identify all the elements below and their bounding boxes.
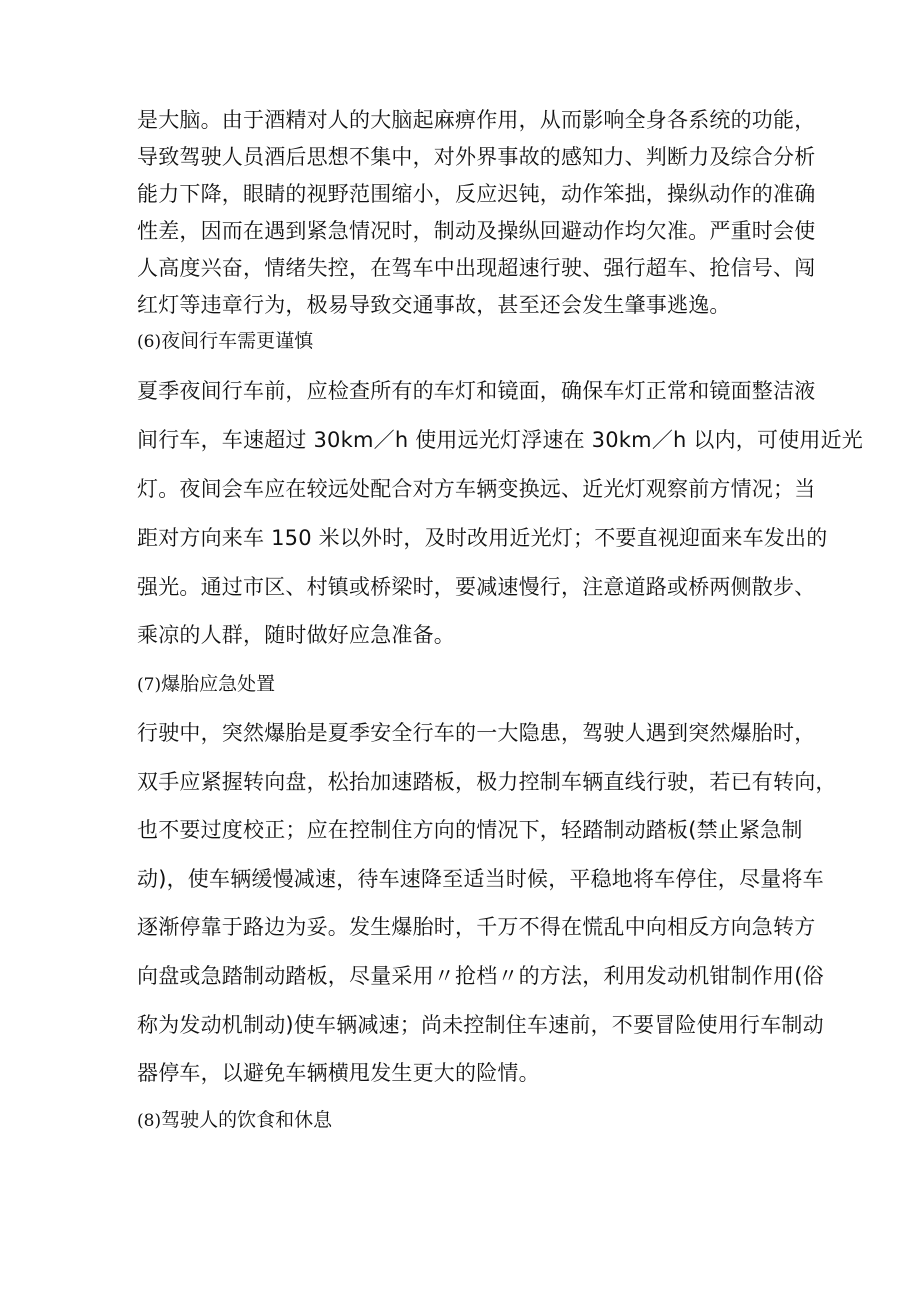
section-heading-7 <box>137 669 807 700</box>
section-heading-6 <box>137 326 807 357</box>
paragraph-line: 动)，使车辆缓慢减速，待车速降至适当时候，平稳地将车停住，尽量将车 <box>137 867 824 891</box>
paragraph-line: 夏季夜间行车前，应检查所有的车灯和镜面，确保车灯正常和镜面整洁液 <box>137 379 816 403</box>
heading-number: (6) <box>137 332 162 352</box>
section-heading-8 <box>137 1105 807 1136</box>
heading-number: (8) <box>137 1111 162 1131</box>
paragraph-line: 是大脑。由于酒精对人的大脑起麻痹作用，从而影响全身各系统的功能， <box>137 108 816 132</box>
paragraph-line: 乘凉的人群，随时做好应急准备。 <box>137 623 455 647</box>
paragraph-line: 也不要过度校正；应在控制住方向的情况下，轻踏制动踏板(禁止紧急制 <box>137 818 803 842</box>
paragraph-line: 向盘或急踏制动踏板，尽量采用〃抢档〃的方法，利用发动机钳制作用(俗 <box>137 964 824 988</box>
heading-number: (7) <box>137 675 162 695</box>
paragraph-line: 性差，因而在遇到紧急情况时，制动及操纵回避动作均欠准。严重时会使 <box>137 219 816 243</box>
paragraph-line: 双手应紧握转向盘，松抬加速踏板，极力控制车辆直线行驶，若已有转向， <box>137 770 837 794</box>
paragraph-line: 称为发动机制动)使车辆减速；尚未控制住车速前，不要冒险使用行车制动 <box>137 1013 824 1037</box>
paragraph-line: 间行车，车速超过 30km／h 使用远光灯浮速在 30km／h 以内，可使用近光 <box>137 428 863 452</box>
paragraph-line: 逐渐停靠于路边为妥。发生爆胎时，千万不得在慌乱中向相反方向急转方 <box>137 915 816 939</box>
heading-text: 驾驶人的饮食和休息 <box>161 1109 333 1131</box>
paragraph-line: 导致驾驶人员酒后思想不集中，对外界事故的感知力、判断力及综合分析 <box>137 145 816 169</box>
paragraph-line: 行驶中，突然爆胎是夏季安全行车的一大隐患，驾驶人遇到突然爆胎时， <box>137 721 816 745</box>
paragraph-line: 能力下降，眼睛的视野范围缩小，反应迟钝，动作笨拙，操纵动作的准确 <box>137 182 816 206</box>
paragraph-line: 器停车，以避免车辆横甩发生更大的险情。 <box>137 1061 540 1085</box>
paragraph-line: 强光。通过市区、村镇或桥梁时，要减速慢行，注意道路或桥两侧散步、 <box>137 575 816 599</box>
heading-text: 爆胎应急处置 <box>161 673 276 695</box>
paragraph-line: 红灯等违章行为，极易导致交通事故，甚至还会发生肇事逃逸。 <box>137 293 731 317</box>
paragraph-line: 人高度兴奋，情绪失控，在驾车中出现超速行驶、强行超车、抢信号、闯 <box>137 256 816 280</box>
heading-text: 夜间行车需更谨慎 <box>161 330 314 352</box>
paragraph-line: 灯。夜间会车应在较远处配合对方车辆变换远、近光灯观察前方情况；当 <box>137 477 816 501</box>
paragraph-line: 距对方向来车 150 米以外时，及时改用近光灯；不要直视迎面来车发出的 <box>137 526 828 550</box>
